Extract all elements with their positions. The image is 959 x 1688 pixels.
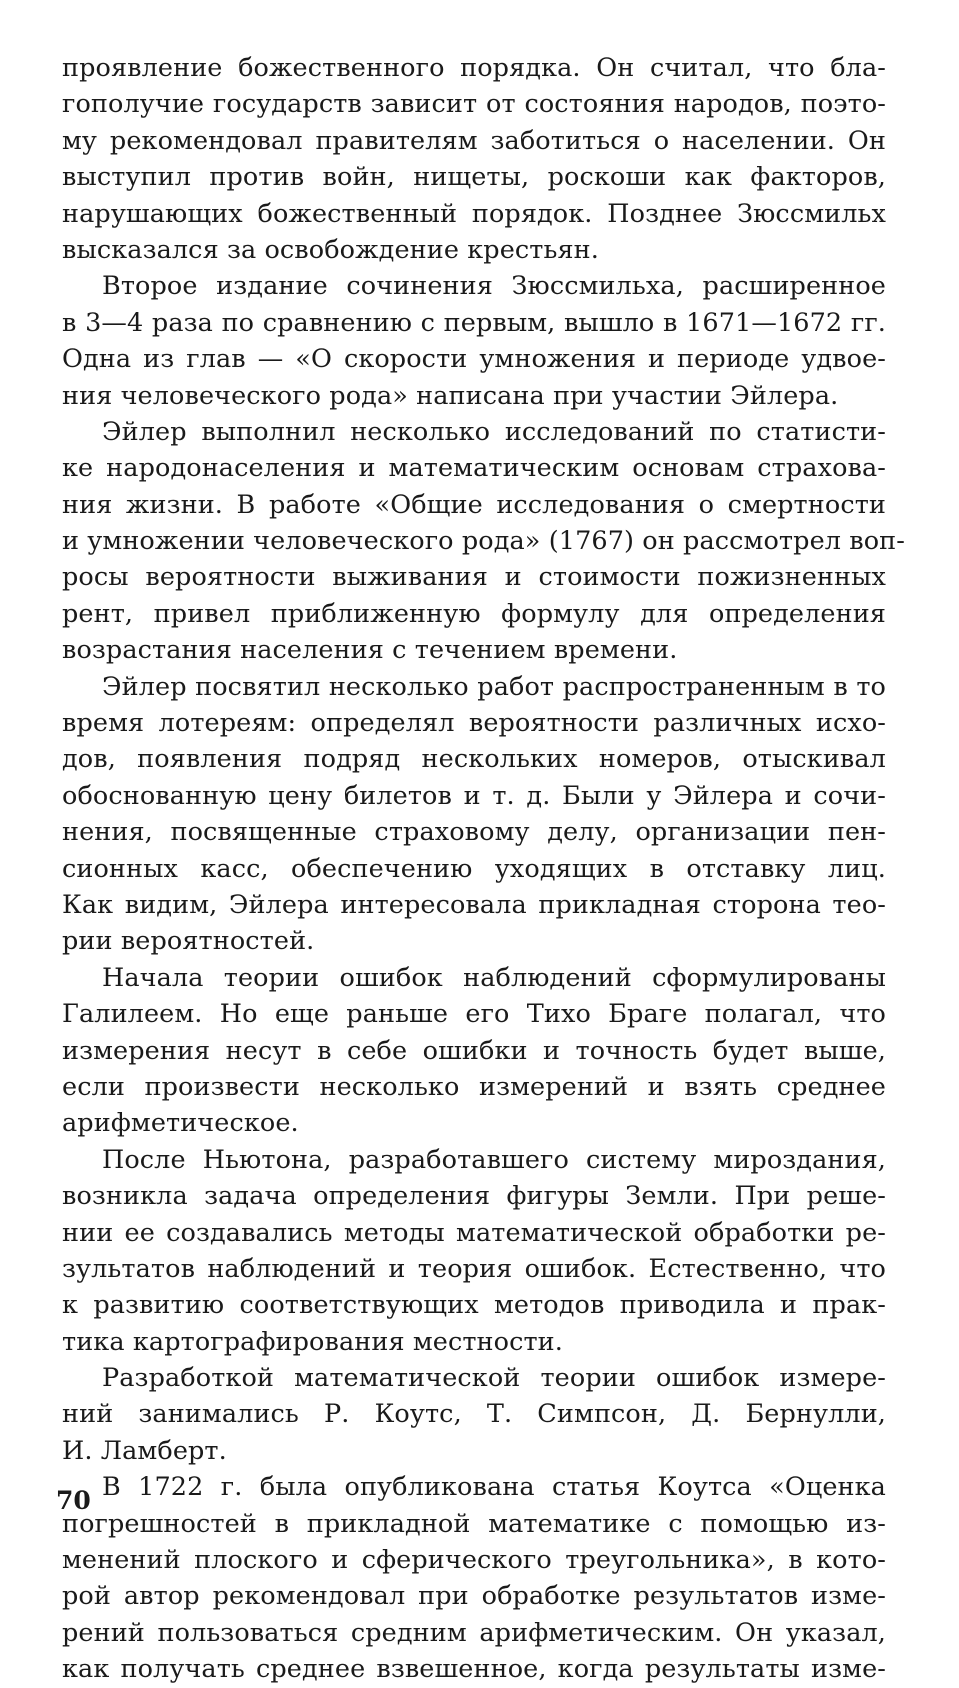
- text-line: Как видим, Эйлера интересовала прикладная сторона тео-: [62, 889, 886, 920]
- text-line: зультатов наблюдений и теория ошибок. Естественно, что: [62, 1253, 886, 1284]
- text-line: После Ньютона, разработавшего систему мироздания,: [102, 1144, 886, 1175]
- text-line: выступил против войн, нищеты, роскоши как факторов,: [62, 162, 886, 193]
- paragraph-4: [62, 669, 886, 960]
- text-line: Начала теории ошибок наблюдений сформулированы: [102, 962, 886, 993]
- text-line: Второе издание сочинения Зюссмильха, расширенное: [102, 271, 886, 302]
- text-line: погрешностей в прикладной математике с помощью из-: [62, 1508, 886, 1539]
- text-line: измерения несут в себе ошибки и точность будет выше,: [62, 1035, 886, 1066]
- text-line: дов, появления подряд нескольких номеров, отыскивал: [62, 744, 886, 775]
- paragraph-6: [62, 1142, 886, 1360]
- text-line: если произвести несколько измерений и взять среднее: [62, 1071, 886, 1102]
- text-line: и умножении человеческого рода» (1767) он рассмотрел воп-: [62, 526, 905, 557]
- text-line: как получать среднее взвешенное, когда результаты изме-: [62, 1654, 886, 1685]
- text-line: к развитию соответствующих методов приводила и прак-: [62, 1290, 886, 1321]
- text-line: сионных касс, обеспечению уходящих в отставку лиц.: [62, 853, 886, 884]
- text-line: росы вероятности выживания и стоимости пожизненных: [62, 562, 886, 593]
- text-line: гополучие государств зависит от состояния народов, поэто-: [62, 89, 886, 120]
- text-line: Эйлер выполнил несколько исследований по статисти-: [102, 416, 886, 447]
- paragraph-1: [62, 50, 886, 268]
- text-line: ке народонаселения и математическим основам страхова-: [62, 453, 886, 484]
- text-line: му рекомендовал правителям заботиться о населении. Он: [62, 125, 886, 156]
- paragraph-3: [62, 414, 905, 669]
- text-line: рой автор рекомендовал при обработке результатов изме-: [62, 1581, 886, 1612]
- text-line: нения, посвященные страховому делу, организации пен-: [62, 817, 886, 848]
- text-line: арифметическое.: [62, 1108, 299, 1139]
- text-line: Галилеем. Но еще раньше его Тихо Браге полагал, что: [62, 999, 886, 1030]
- text-line: возрастания населения с течением времени.: [62, 635, 678, 666]
- text-line: рии вероятностей.: [62, 926, 315, 957]
- text-line: тика картографирования местности.: [62, 1326, 563, 1357]
- paragraph-2: [62, 268, 886, 414]
- text-line: нии ее создавались методы математической обработки ре-: [62, 1217, 886, 1248]
- text-line: проявление божественного порядка. Он считал, что бла-: [62, 53, 886, 83]
- paragraph-5: [62, 960, 886, 1142]
- text-line: ния жизни. В работе «Общие исследования о смертности: [62, 489, 886, 520]
- text-line: рений пользоваться средним арифметическим. Он указал,: [62, 1617, 886, 1648]
- text-line: ния человеческого рода» написана при участии Эйлера.: [62, 380, 839, 411]
- text-line: нарушающих божественный порядок. Позднее Зюссмильх: [62, 198, 886, 229]
- text-line: ний занимались Р. Коутс, Т. Симпсон, Д. Бернулли,: [62, 1399, 886, 1430]
- text-line: И. Ламберт.: [62, 1435, 227, 1466]
- text-line: высказался за освобождение крестьян.: [62, 234, 599, 265]
- text-line: Эйлер посвятил несколько работ распространенным в то: [102, 671, 886, 702]
- text-line: обоснованную цену билетов и т. д. Были у Эйлера и сочи-: [62, 780, 886, 811]
- text-line: время лотереям: определял вероятности различных исхо-: [62, 708, 886, 739]
- text-line: В 1722 г. была опубликована статья Коутса «Оценка: [102, 1472, 886, 1503]
- text-line: Одна из глав — «О скорости умножения и периоде удвое-: [62, 344, 886, 375]
- text-line: рент, привел приближенную формулу для определения: [62, 598, 886, 629]
- page-body: [62, 50, 905, 1688]
- text-line: Разработкой математической теории ошибок измере-: [102, 1363, 886, 1394]
- paragraph-7: [62, 1360, 886, 1469]
- text-line: в 3—4 раза по сравнению с первым, вышло в 1671—1672 гг.: [62, 307, 886, 338]
- text-line: возникла задача определения фигуры Земли. При реше-: [62, 1181, 886, 1212]
- page-number: 70: [56, 1486, 91, 1515]
- text-line: менений плоского и сферического треугольника», в кото-: [62, 1545, 886, 1576]
- paragraph-8: [62, 1469, 886, 1687]
